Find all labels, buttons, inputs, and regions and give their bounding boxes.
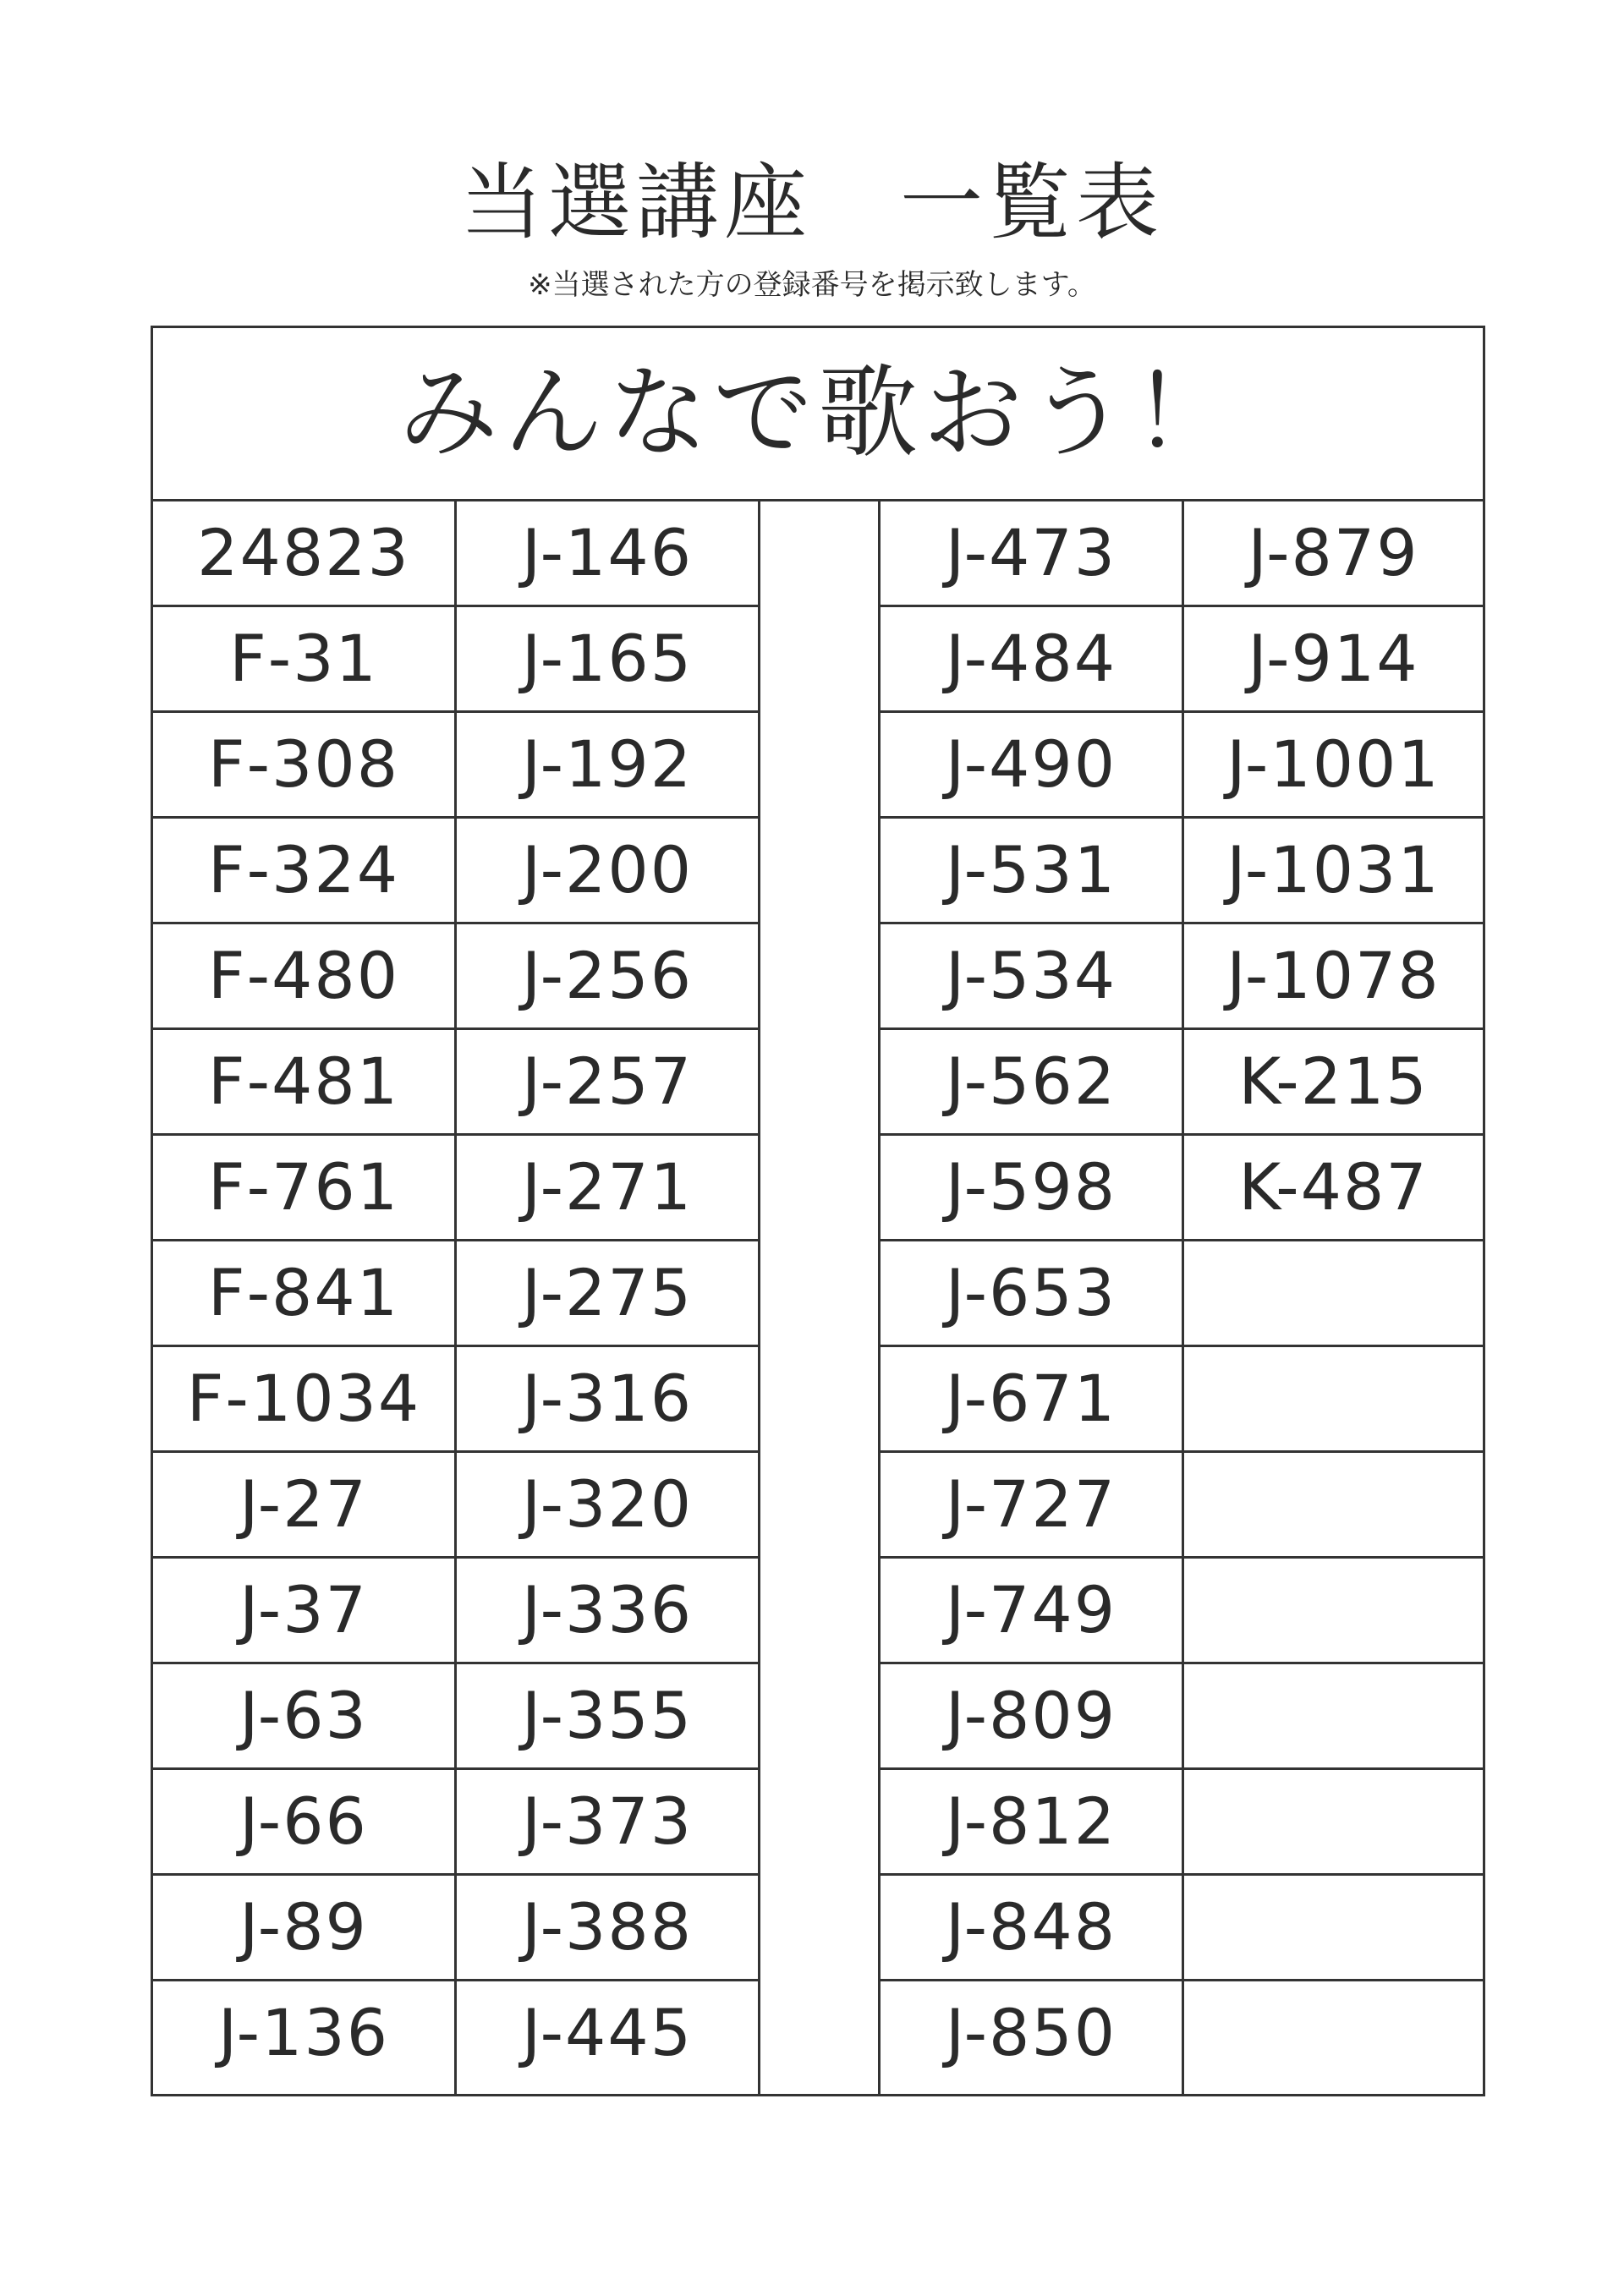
registration-number-cell: K-487 xyxy=(1184,1136,1483,1241)
registration-number-cell xyxy=(1184,1347,1483,1453)
registration-number-cell xyxy=(1184,1770,1483,1876)
registration-number-cell: 24823 xyxy=(153,501,454,607)
registration-number-cell: F-841 xyxy=(153,1241,454,1347)
registration-number-cell: J-749 xyxy=(881,1559,1182,1664)
winners-column-4 xyxy=(1184,501,1483,2094)
registration-number-cell: J-355 xyxy=(457,1664,758,1770)
registration-number-cell: J-531 xyxy=(881,819,1182,924)
registration-number-cell: F-324 xyxy=(153,819,454,924)
registration-number-cell xyxy=(1184,1241,1483,1347)
course-name-banner: みんなで歌おう！ xyxy=(153,328,1483,501)
registration-number-cell: F-481 xyxy=(153,1030,454,1136)
registration-number-cell: J-66 xyxy=(153,1770,454,1876)
registration-number-cell xyxy=(1184,1664,1483,1770)
registration-number-cell: J-146 xyxy=(457,501,758,607)
registration-number-cell: J-850 xyxy=(945,1995,1117,2070)
registration-number-cell: J-257 xyxy=(457,1030,758,1136)
registration-number-cell: J-445 xyxy=(521,1995,694,2070)
page-note: ※当選された方の登録番号を掲示致します。 xyxy=(528,268,1096,302)
registration-number-cell: J-336 xyxy=(457,1559,758,1664)
winners-column-3 xyxy=(881,501,1184,2094)
registration-number-cell: F-1034 xyxy=(153,1347,454,1453)
registration-number-cell: F-761 xyxy=(153,1136,454,1241)
registration-number-cell: F-31 xyxy=(153,607,454,713)
registration-number-cell: J-271 xyxy=(457,1136,758,1241)
registration-number-cell: J-192 xyxy=(457,713,758,819)
registration-number-cell: J-1031 xyxy=(1184,819,1483,924)
registration-number-cell: J-671 xyxy=(881,1347,1182,1453)
registration-number-cell: J-562 xyxy=(881,1030,1182,1136)
registration-number-cell: J-809 xyxy=(881,1664,1182,1770)
registration-number-cell: J-848 xyxy=(881,1876,1182,1981)
registration-number-cell: J-320 xyxy=(457,1453,758,1559)
registration-number-cell: J-136 xyxy=(217,1995,390,2070)
registration-number-cell: J-89 xyxy=(153,1876,454,1981)
winners-board xyxy=(151,326,1485,2096)
registration-number-cell: J-373 xyxy=(457,1770,758,1876)
registration-number-cell: J-1078 xyxy=(1184,924,1483,1030)
winners-column-1 xyxy=(153,501,457,2094)
registration-number-cell: J-63 xyxy=(153,1664,454,1770)
page-title: 当選講座 一覧表 xyxy=(459,155,1164,251)
registration-number-cell: J-812 xyxy=(881,1770,1182,1876)
registration-number-cell: J-256 xyxy=(457,924,758,1030)
registration-number-cell xyxy=(1184,1453,1483,1559)
column-gap xyxy=(760,501,881,2094)
registration-number-cell: K-215 xyxy=(1184,1030,1483,1136)
registration-number-cell: J-490 xyxy=(881,713,1182,819)
registration-number-cell: J-1001 xyxy=(1184,713,1483,819)
winners-column-2 xyxy=(457,501,760,2094)
registration-number-cell: J-484 xyxy=(881,607,1182,713)
registration-number-cell: J-275 xyxy=(457,1241,758,1347)
registration-number-cell: J-534 xyxy=(881,924,1182,1030)
registration-number-cell: J-598 xyxy=(881,1136,1182,1241)
registration-number-cell: J-316 xyxy=(457,1347,758,1453)
registration-number-cell: F-480 xyxy=(153,924,454,1030)
registration-number-cell xyxy=(1184,1559,1483,1664)
registration-number-cell xyxy=(1184,1981,1483,2087)
registration-number-cell: J-37 xyxy=(153,1559,454,1664)
registration-number-cell: F-308 xyxy=(153,713,454,819)
registration-number-cell: J-879 xyxy=(1184,501,1483,607)
registration-number-cell xyxy=(1184,1876,1483,1981)
registration-number-cell: J-200 xyxy=(457,819,758,924)
registration-number-cell: J-388 xyxy=(457,1876,758,1981)
registration-number-cell: J-27 xyxy=(153,1453,454,1559)
registration-number-cell: J-914 xyxy=(1184,607,1483,713)
registration-number-cell: J-653 xyxy=(881,1241,1182,1347)
registration-number-cell: J-727 xyxy=(881,1453,1182,1559)
registration-number-cell: J-165 xyxy=(457,607,758,713)
registration-number-cell: J-473 xyxy=(881,501,1182,607)
